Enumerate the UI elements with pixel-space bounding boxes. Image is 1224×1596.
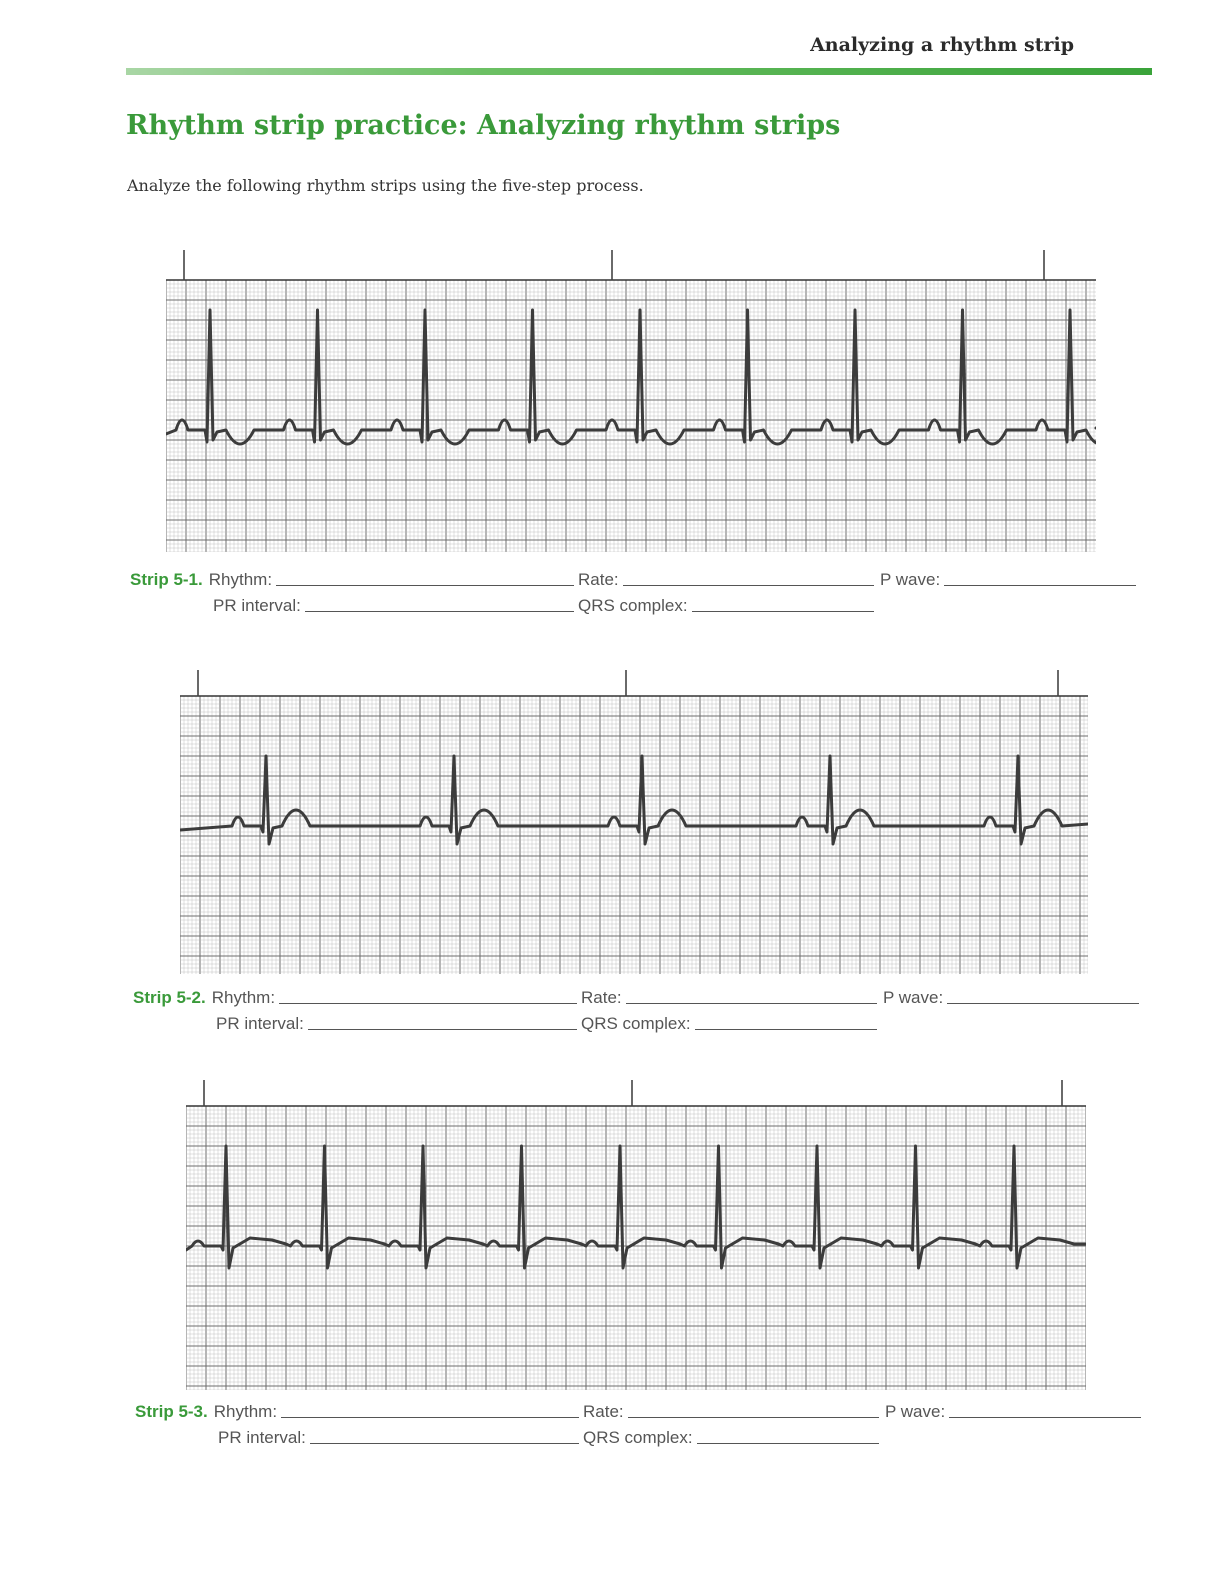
rhythm-strip-3 — [186, 1076, 1086, 1390]
rhythm-label: Rhythm: — [213, 1402, 278, 1421]
p-wave-label: P wave: — [880, 570, 941, 589]
strip-2-pr-interval-field[interactable] — [216, 1014, 577, 1034]
instructions: Analyze the following rhythm strips using the five-step process. — [127, 176, 644, 195]
rate-label: Rate: — [581, 988, 622, 1007]
strip-1-rhythm-field[interactable] — [130, 570, 574, 590]
answer-line[interactable] — [276, 584, 574, 586]
rhythm-strip-2 — [180, 666, 1088, 974]
strip-2-p-wave-field[interactable] — [883, 988, 1139, 1008]
rate-label: Rate: — [578, 570, 619, 589]
rhythm-label: Rhythm: — [211, 988, 276, 1007]
grid-paper — [166, 280, 1096, 552]
answer-line[interactable] — [949, 1416, 1141, 1418]
rhythm-label: Rhythm: — [208, 570, 273, 589]
answer-line[interactable] — [947, 1002, 1139, 1004]
p-wave-label: P wave: — [883, 988, 944, 1007]
pr-interval-label: PR interval: — [216, 1014, 304, 1033]
strip-3-answers — [135, 1402, 1145, 1462]
grid-paper — [180, 696, 1088, 974]
strip-2-label: Strip 5-2. — [133, 988, 206, 1007]
rate-label: Rate: — [583, 1402, 624, 1421]
answer-line[interactable] — [697, 1442, 879, 1444]
strip-3-qrs-field[interactable] — [583, 1428, 879, 1448]
strip-1-rate-field[interactable] — [578, 570, 874, 590]
strip-3-p-wave-field[interactable] — [885, 1402, 1141, 1422]
answer-line[interactable] — [305, 610, 574, 612]
qrs-complex-label: QRS complex: — [581, 1014, 691, 1033]
pr-interval-label: PR interval: — [213, 596, 301, 615]
strip-1-pr-interval-field[interactable] — [213, 596, 574, 616]
rhythm-strip-1 — [166, 246, 1096, 552]
strip-2-rhythm-field[interactable] — [133, 988, 577, 1008]
qrs-complex-label: QRS complex: — [583, 1428, 693, 1447]
header-rule — [126, 68, 1152, 75]
answer-line[interactable] — [692, 610, 874, 612]
answer-line[interactable] — [628, 1416, 879, 1418]
strip-2-answers — [133, 988, 1143, 1048]
running-head: Analyzing a rhythm strip — [810, 34, 1074, 56]
strip-1-qrs-field[interactable] — [578, 596, 874, 616]
answer-line[interactable] — [310, 1442, 579, 1444]
page-title: Rhythm strip practice: Analyzing rhythm strips — [126, 110, 841, 141]
strip-1-label: Strip 5-1. — [130, 570, 203, 589]
strip-3-pr-interval-field[interactable] — [218, 1428, 579, 1448]
answer-line[interactable] — [308, 1028, 577, 1030]
strip-3-rhythm-field[interactable] — [135, 1402, 579, 1422]
strip-3-rate-field[interactable] — [583, 1402, 879, 1422]
strip-2-qrs-field[interactable] — [581, 1014, 877, 1034]
strip-2-rate-field[interactable] — [581, 988, 877, 1008]
answer-line[interactable] — [279, 1002, 577, 1004]
answer-line[interactable] — [944, 584, 1136, 586]
strip-1-p-wave-field[interactable] — [880, 570, 1136, 590]
p-wave-label: P wave: — [885, 1402, 946, 1421]
answer-line[interactable] — [626, 1002, 877, 1004]
ecg-trace — [186, 1146, 1086, 1268]
strip-3-label: Strip 5-3. — [135, 1402, 208, 1421]
qrs-complex-label: QRS complex: — [578, 596, 688, 615]
pr-interval-label: PR interval: — [218, 1428, 306, 1447]
answer-line[interactable] — [623, 584, 874, 586]
strip-1-answers — [130, 570, 1140, 630]
answer-line[interactable] — [695, 1028, 877, 1030]
answer-line[interactable] — [281, 1416, 579, 1418]
